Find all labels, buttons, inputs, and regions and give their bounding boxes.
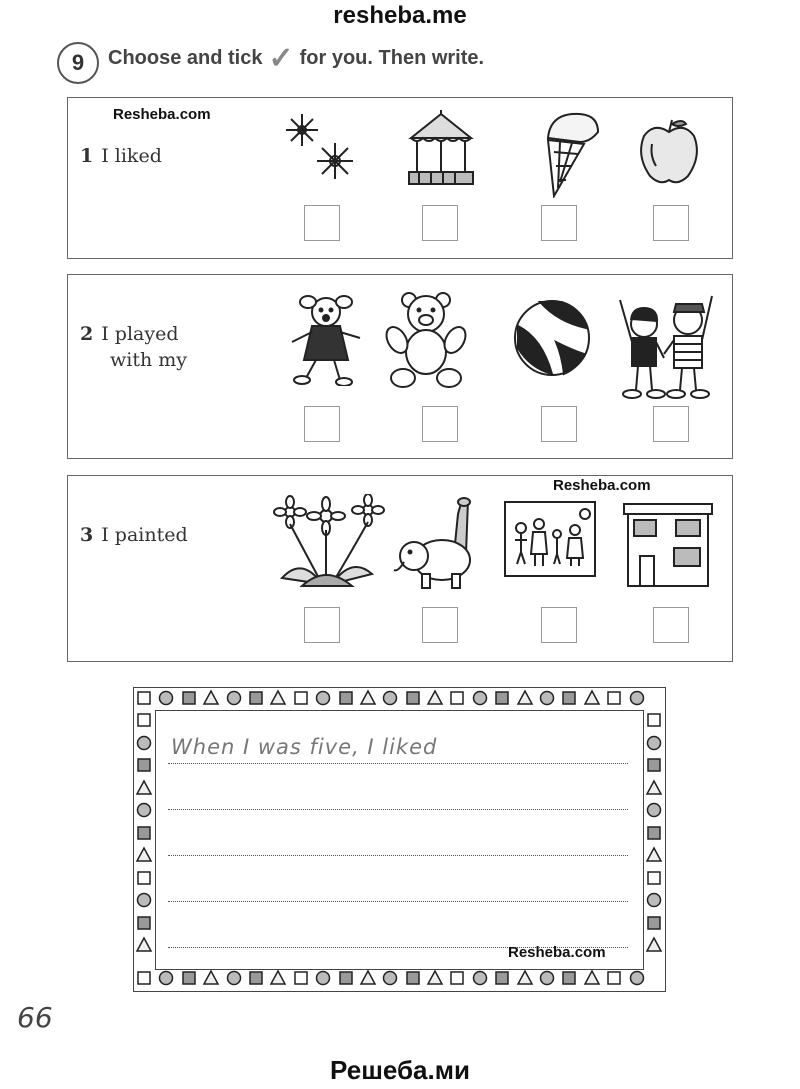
panel-label	[80, 143, 162, 169]
square-shape-icon	[135, 689, 153, 707]
circle-shape-icon	[381, 969, 399, 987]
circle-shape-icon	[645, 891, 663, 909]
circle-shape-icon	[471, 969, 489, 987]
circle-shape-icon	[381, 689, 399, 707]
square-shape-icon	[605, 689, 623, 707]
square-shape-icon	[135, 756, 153, 774]
page-number: 66	[17, 1001, 53, 1034]
writing-line[interactable]	[168, 763, 628, 764]
square-shape-icon	[180, 689, 198, 707]
tick-box-apple[interactable]	[653, 205, 689, 241]
circle-shape-icon	[628, 689, 646, 707]
square-shape-icon	[645, 756, 663, 774]
item-number: 1	[80, 145, 94, 167]
site-header-watermark: resheba.me	[333, 2, 467, 29]
square-shape-icon	[645, 824, 663, 842]
tick-icon: ✓	[268, 41, 294, 75]
writing-line[interactable]	[168, 855, 628, 856]
triangle-shape-icon	[426, 969, 444, 987]
circle-shape-icon	[645, 734, 663, 752]
triangle-shape-icon	[645, 846, 663, 864]
triangle-shape-icon	[645, 936, 663, 954]
triangle-shape-icon	[269, 969, 287, 987]
exercise-number: 9	[57, 42, 99, 84]
triangle-shape-icon	[426, 689, 444, 707]
item-number: 2	[80, 323, 94, 345]
square-shape-icon	[645, 914, 663, 932]
animals-icon	[392, 494, 484, 594]
friends-icon	[614, 286, 720, 402]
circle-shape-icon	[645, 801, 663, 819]
square-shape-icon	[292, 969, 310, 987]
square-shape-icon	[247, 969, 265, 987]
square-shape-icon	[404, 689, 422, 707]
circle-shape-icon	[225, 689, 243, 707]
square-shape-icon	[448, 969, 466, 987]
snowflakes-icon	[280, 108, 360, 188]
resheba-watermark: Resheba.com	[553, 477, 651, 494]
square-shape-icon	[605, 969, 623, 987]
square-shape-icon	[493, 969, 511, 987]
square-shape-icon	[337, 689, 355, 707]
circle-shape-icon	[538, 689, 556, 707]
square-shape-icon	[645, 711, 663, 729]
decorative-shape-border-right	[645, 711, 663, 959]
tick-box-doll[interactable]	[304, 406, 340, 442]
square-shape-icon	[135, 711, 153, 729]
tick-box-snowflakes[interactable]	[304, 205, 340, 241]
tick-box-animals[interactable]	[422, 607, 458, 643]
triangle-shape-icon	[135, 779, 153, 797]
circle-shape-icon	[314, 689, 332, 707]
circle-shape-icon	[135, 891, 153, 909]
ball-icon	[512, 298, 592, 378]
triangle-shape-icon	[269, 689, 287, 707]
house-icon	[622, 502, 714, 588]
square-shape-icon	[135, 824, 153, 842]
circle-shape-icon	[135, 734, 153, 752]
tick-box-friends[interactable]	[653, 406, 689, 442]
triangle-shape-icon	[135, 846, 153, 864]
triangle-shape-icon	[516, 969, 534, 987]
resheba-watermark: Resheba.com	[508, 944, 606, 961]
item-text: I liked	[101, 145, 162, 167]
triangle-shape-icon	[583, 689, 601, 707]
teddy-bear-icon	[385, 290, 467, 390]
circle-shape-icon	[538, 969, 556, 987]
triangle-shape-icon	[645, 779, 663, 797]
square-shape-icon	[180, 969, 198, 987]
circle-shape-icon	[157, 689, 175, 707]
triangle-shape-icon	[359, 689, 377, 707]
decorative-shape-border-left	[135, 711, 153, 959]
square-shape-icon	[404, 969, 422, 987]
item-text-line2: with my	[110, 349, 188, 371]
triangle-shape-icon	[202, 689, 220, 707]
item-number: 3	[80, 524, 94, 546]
instruction-text-end: for you. Then write.	[299, 47, 485, 69]
decorative-shape-border-bottom	[135, 969, 650, 987]
triangle-shape-icon	[135, 936, 153, 954]
square-shape-icon	[292, 689, 310, 707]
circle-shape-icon	[225, 969, 243, 987]
ice-cream-icon	[540, 108, 604, 198]
apple-icon	[636, 116, 702, 186]
panel-label	[80, 522, 188, 548]
triangle-shape-icon	[359, 969, 377, 987]
triangle-shape-icon	[583, 969, 601, 987]
writing-line[interactable]	[168, 901, 628, 902]
square-shape-icon	[135, 969, 153, 987]
square-shape-icon	[337, 969, 355, 987]
circle-shape-icon	[135, 801, 153, 819]
circle-shape-icon	[628, 969, 646, 987]
writing-line[interactable]	[168, 809, 628, 810]
instruction-text-start: Choose and tick	[108, 47, 263, 69]
square-shape-icon	[247, 689, 265, 707]
panel-label	[80, 321, 187, 373]
decorative-shape-border-top	[135, 689, 650, 707]
exercise-instruction	[108, 41, 485, 75]
site-footer-watermark: Решеба.ми	[330, 1055, 470, 1085]
circle-shape-icon	[471, 689, 489, 707]
flowers-icon	[272, 494, 386, 590]
square-shape-icon	[560, 969, 578, 987]
triangle-shape-icon	[516, 689, 534, 707]
tick-box-ice-cream[interactable]	[541, 205, 577, 241]
tick-box-flowers[interactable]	[304, 607, 340, 643]
item-text: I played	[101, 323, 179, 345]
square-shape-icon	[448, 689, 466, 707]
family-picture-icon	[503, 500, 597, 580]
square-shape-icon	[560, 689, 578, 707]
item-text: I painted	[101, 524, 188, 546]
tick-box-teddy-bear[interactable]	[422, 406, 458, 442]
square-shape-icon	[645, 869, 663, 887]
writing-prompt: When I was five, I liked	[171, 735, 438, 759]
tick-box-carousel[interactable]	[422, 205, 458, 241]
carousel-icon	[405, 110, 477, 188]
tick-box-house[interactable]	[653, 607, 689, 643]
square-shape-icon	[135, 869, 153, 887]
circle-shape-icon	[157, 969, 175, 987]
square-shape-icon	[135, 914, 153, 932]
tick-box-family-picture[interactable]	[541, 607, 577, 643]
circle-shape-icon	[314, 969, 332, 987]
tick-box-ball[interactable]	[541, 406, 577, 442]
resheba-watermark: Resheba.com	[113, 106, 211, 123]
triangle-shape-icon	[202, 969, 220, 987]
square-shape-icon	[493, 689, 511, 707]
doll-icon	[282, 290, 368, 386]
